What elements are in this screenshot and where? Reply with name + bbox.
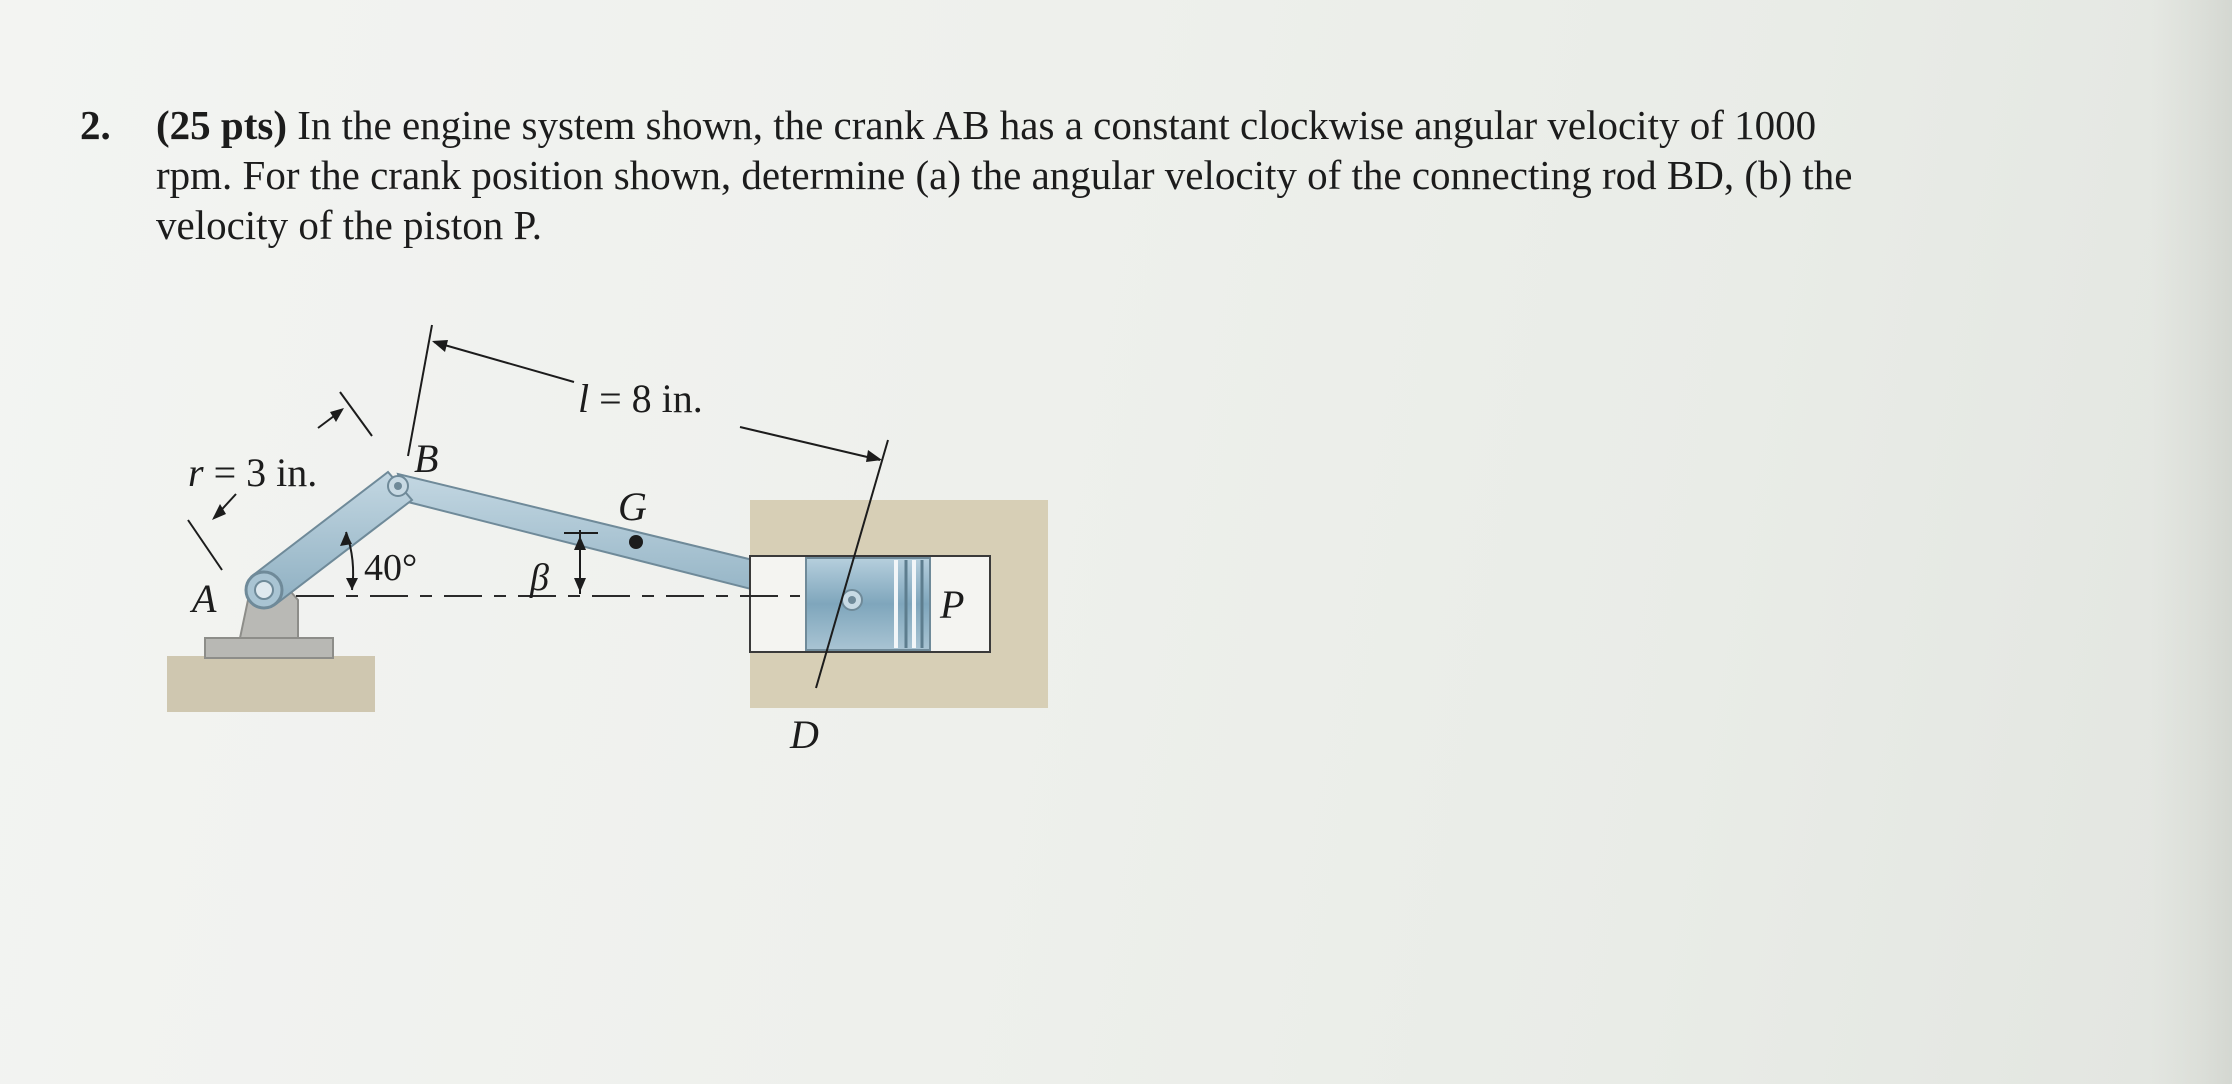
ground-block — [167, 656, 375, 712]
point-A-label: A — [192, 576, 217, 621]
center-of-mass-G — [629, 535, 643, 549]
problem-line-3: velocity of the piston P. — [156, 202, 543, 248]
problem-line-1: (25 pts) In the engine system shown, the crank AB has a constant clockwise angular velocity of 1000 — [156, 102, 1817, 148]
piston — [806, 558, 930, 650]
point-G-label: G — [618, 484, 647, 529]
problem-points: (25 pts) — [156, 102, 287, 148]
problem-line-2: rpm. For the crank position shown, determine (a) the angular velocity of the connecting rod BD, (b) the — [156, 152, 1853, 198]
r-label: r = 3 in. — [188, 450, 318, 495]
point-D-label: D — [790, 712, 819, 757]
l-label: l = 8 in. — [578, 376, 703, 421]
r-dimension-ext-A — [188, 520, 222, 570]
beta-label: β — [530, 557, 549, 599]
problem-number: 2. — [80, 102, 111, 148]
piston-P-label: P — [940, 582, 965, 627]
angle-label: 40° — [364, 547, 418, 589]
support-base — [205, 638, 333, 658]
r-dimension-ext-B — [340, 392, 372, 436]
point-B-label: B — [414, 436, 439, 481]
